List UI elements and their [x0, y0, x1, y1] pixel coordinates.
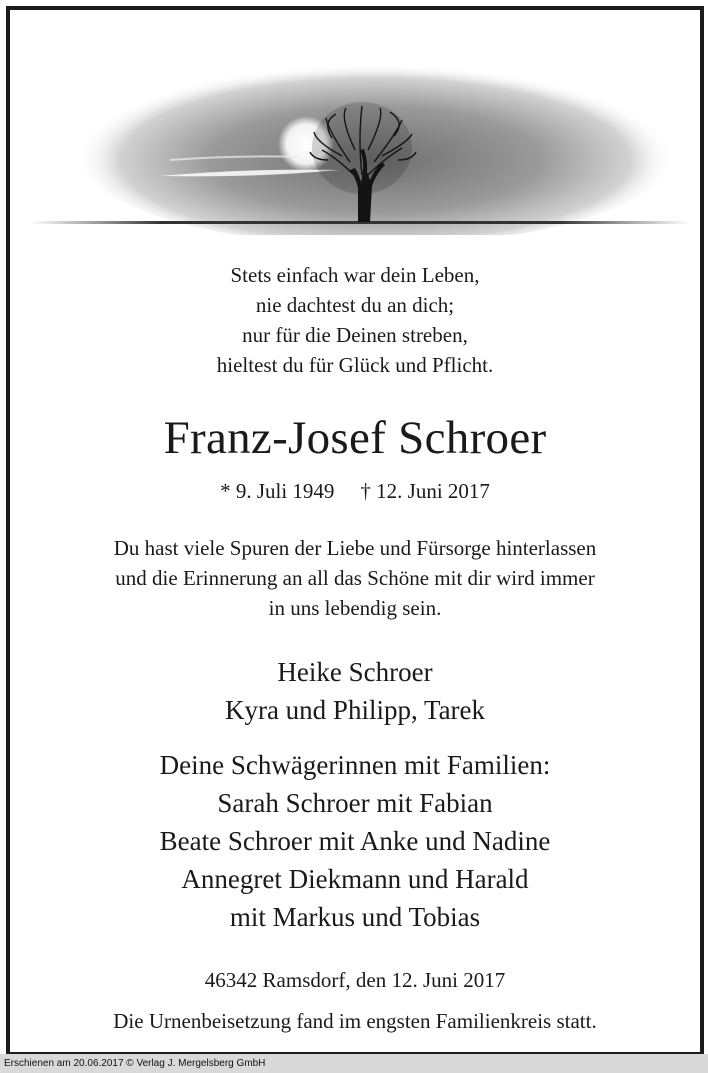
- tree-illustration: [10, 10, 700, 235]
- mourner-line: Deine Schwägerinnen mit Familien:: [159, 750, 551, 780]
- deceased-name: Franz-Josef Schroer: [163, 412, 547, 464]
- death-date: † 12. Juni 2017: [360, 479, 490, 503]
- mourner-line: Kyra und Philipp, Tarek: [224, 695, 486, 725]
- life-dates: [10, 477, 700, 505]
- mourners-family: [10, 746, 700, 936]
- poem-line: nie dachtest du an dich;: [255, 293, 455, 317]
- message-line: in uns lebendig sein.: [268, 596, 442, 620]
- place-and-date: 46342 Ramsdorf, den 12. Juni 2017: [204, 968, 506, 992]
- birth-date: * 9. Juli 1949: [220, 479, 335, 503]
- poem-line: Stets einfach war dein Leben,: [230, 263, 480, 287]
- burial-note: Die Urnenbeisetzung fand im engsten Familienkreis statt.: [113, 1009, 597, 1033]
- message-line: und die Erinnerung an all das Schöne mit dir wird immer: [115, 566, 595, 590]
- message-line: Du hast viele Spuren der Liebe und Fürsorge hinterlassen: [113, 536, 597, 560]
- publication-footer: Erschienen am 20.06.2017 © Verlag J. Mergelsberg GmbH: [0, 1054, 708, 1073]
- mourner-line: Annegret Diekmann und Harald: [181, 864, 529, 894]
- mourners-primary: [10, 653, 700, 729]
- poem-line: nur für die Deinen streben,: [242, 323, 468, 347]
- mourner-line: Beate Schroer mit Anke und Nadine: [159, 826, 551, 856]
- mourner-line: Heike Schroer: [277, 657, 433, 687]
- mourner-line: Sarah Schroer mit Fabian: [217, 788, 493, 818]
- mourner-line: mit Markus und Tobias: [229, 902, 481, 932]
- obituary-notice: [6, 6, 704, 1056]
- farewell-message: [10, 533, 700, 623]
- poem-line: hieltest du für Glück und Pflicht.: [216, 353, 494, 377]
- poem: [10, 260, 700, 380]
